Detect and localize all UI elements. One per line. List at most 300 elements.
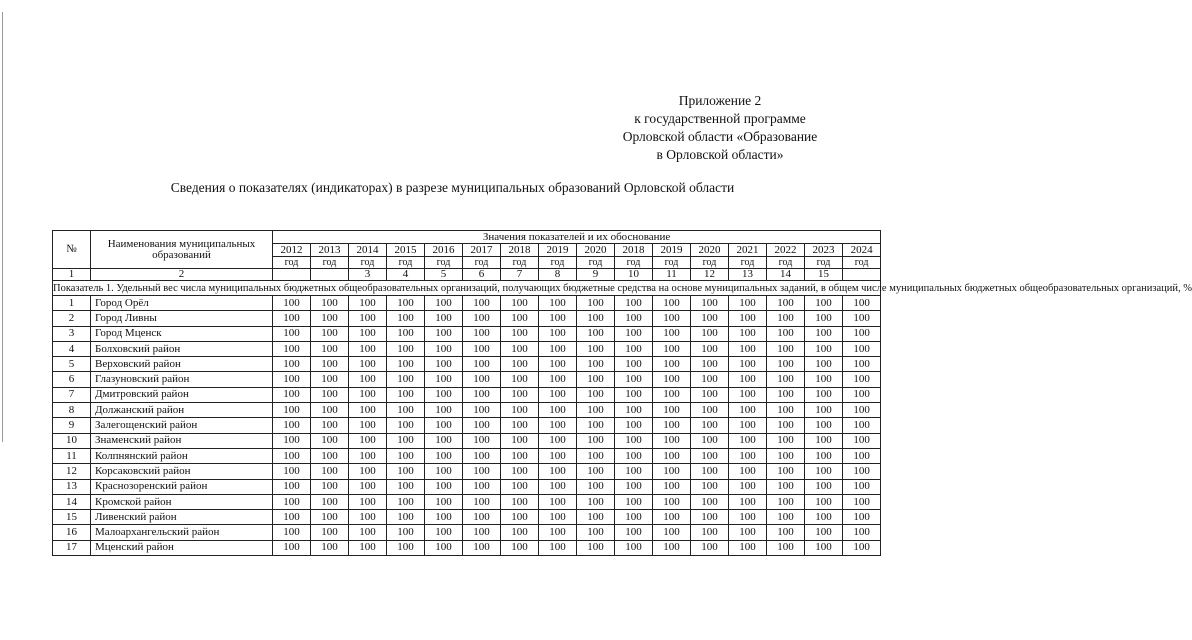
header-year: 2018 [501, 244, 539, 257]
indicator-value: 100 [577, 341, 615, 356]
indicator-value: 100 [349, 357, 387, 372]
indicator-value: 100 [653, 510, 691, 525]
header-year-unit: год [577, 257, 615, 269]
indicator-value: 100 [843, 403, 881, 418]
indicator-value: 100 [425, 464, 463, 479]
header-year: 2023 [805, 244, 843, 257]
indicator-value: 100 [311, 326, 349, 341]
row-number: 10 [53, 433, 91, 448]
indicator-value: 100 [349, 464, 387, 479]
indicator-value: 100 [729, 372, 767, 387]
indicator-value: 100 [463, 510, 501, 525]
header-year: 2014 [349, 244, 387, 257]
header-year-unit: год [653, 257, 691, 269]
indicator-value: 100 [615, 372, 653, 387]
indicator-value: 100 [767, 387, 805, 402]
indicator-value: 100 [311, 372, 349, 387]
indicator-value: 100 [653, 296, 691, 311]
indicator-value: 100 [653, 418, 691, 433]
indicator-value: 100 [463, 525, 501, 540]
indicator-value: 100 [843, 296, 881, 311]
municipality-name: Город Ливны [91, 311, 273, 326]
column-number: 2 [91, 269, 273, 281]
indicator-value: 100 [387, 418, 425, 433]
indicator-value: 100 [501, 372, 539, 387]
municipality-name: Верховский район [91, 357, 273, 372]
indicator-value: 100 [463, 372, 501, 387]
municipality-name: Знаменский район [91, 433, 273, 448]
column-number [843, 269, 881, 281]
indicator-value: 100 [615, 403, 653, 418]
indicator-value: 100 [311, 433, 349, 448]
indicator-value: 100 [539, 494, 577, 509]
table-row [53, 540, 881, 555]
indicator-value: 100 [425, 296, 463, 311]
row-number: 7 [53, 387, 91, 402]
column-number: 14 [767, 269, 805, 281]
indicator-value: 100 [425, 525, 463, 540]
indicator-value: 100 [273, 479, 311, 494]
indicator-value: 100 [387, 479, 425, 494]
column-number: 8 [539, 269, 577, 281]
indicator-value: 100 [729, 387, 767, 402]
indicator-value: 100 [425, 433, 463, 448]
indicator-value: 100 [387, 387, 425, 402]
indicator-value: 100 [577, 296, 615, 311]
indicator-value: 100 [387, 464, 425, 479]
row-number: 4 [53, 341, 91, 356]
indicator-value: 100 [843, 494, 881, 509]
indicator-value: 100 [691, 357, 729, 372]
indicator-value: 100 [729, 494, 767, 509]
indicator-value: 100 [615, 357, 653, 372]
indicator-value: 100 [653, 403, 691, 418]
table-row [53, 341, 881, 356]
row-number: 8 [53, 403, 91, 418]
column-number: 6 [463, 269, 501, 281]
indicator-value: 100 [273, 448, 311, 463]
table-row [53, 357, 881, 372]
indicator-value: 100 [539, 326, 577, 341]
indicator-value: 100 [615, 326, 653, 341]
indicator-value: 100 [311, 464, 349, 479]
indicator-value: 100 [843, 479, 881, 494]
indicator-value: 100 [767, 403, 805, 418]
indicator-value: 100 [615, 540, 653, 555]
indicator-value: 100 [273, 357, 311, 372]
row-number: 11 [53, 448, 91, 463]
indicator-value: 100 [729, 357, 767, 372]
indicator-value: 100 [273, 341, 311, 356]
indicator-value: 100 [729, 341, 767, 356]
indicator-value: 100 [615, 433, 653, 448]
municipality-name: Дмитровский район [91, 387, 273, 402]
indicator-value: 100 [843, 525, 881, 540]
indicator-value: 100 [273, 464, 311, 479]
indicator-value: 100 [653, 479, 691, 494]
indicator-value: 100 [463, 326, 501, 341]
column-number: 7 [501, 269, 539, 281]
indicator-value: 100 [767, 357, 805, 372]
indicator-value: 100 [311, 510, 349, 525]
indicator-value: 100 [387, 357, 425, 372]
column-number [311, 269, 349, 281]
municipality-name: Болховский район [91, 341, 273, 356]
indicator-value: 100 [349, 296, 387, 311]
indicator-value: 100 [425, 494, 463, 509]
column-number: 12 [691, 269, 729, 281]
indicator-value: 100 [539, 433, 577, 448]
indicator-value: 100 [843, 540, 881, 555]
municipality-name: Кромской район [91, 494, 273, 509]
indicator-value: 100 [805, 540, 843, 555]
indicator-value: 100 [653, 525, 691, 540]
indicator-value: 100 [273, 494, 311, 509]
indicator-value: 100 [425, 540, 463, 555]
indicator-value: 100 [577, 479, 615, 494]
column-number: 3 [349, 269, 387, 281]
indicator-value: 100 [691, 296, 729, 311]
indicator-value: 100 [425, 357, 463, 372]
indicator-value: 100 [539, 525, 577, 540]
municipality-name: Город Орёл [91, 296, 273, 311]
column-number: 11 [653, 269, 691, 281]
appendix-line-4: в Орловской области» [656, 147, 784, 162]
indicator-value: 100 [691, 464, 729, 479]
indicator-value: 100 [767, 372, 805, 387]
table-row [53, 525, 881, 540]
indicator-value: 100 [691, 479, 729, 494]
indicator-value: 100 [539, 341, 577, 356]
indicator-value: 100 [691, 540, 729, 555]
indicator-text: Показатель 1. Удельный вес числа муниципальных бюджетных общеобразовательных организаций, получающих бюджетные средства на основе муниципальных заданий, в общем числе муниципальных бюджетных общеобразовательных организаций, % [53, 282, 1192, 294]
table-row [53, 296, 881, 311]
indicator-value: 100 [843, 387, 881, 402]
row-number: 9 [53, 418, 91, 433]
indicator-value: 100 [501, 357, 539, 372]
indicator-value: 100 [273, 326, 311, 341]
indicator-value: 100 [843, 418, 881, 433]
indicator-value: 100 [577, 540, 615, 555]
indicator-value: 100 [729, 540, 767, 555]
indicator-value: 100 [349, 387, 387, 402]
header-year: 2021 [729, 244, 767, 257]
indicator-value: 100 [805, 418, 843, 433]
indicator-value: 100 [501, 403, 539, 418]
indicator-value: 100 [767, 296, 805, 311]
row-number: 14 [53, 494, 91, 509]
indicator-value: 100 [691, 311, 729, 326]
indicator-value: 100 [311, 296, 349, 311]
indicator-value: 100 [615, 311, 653, 326]
indicator-value: 100 [805, 464, 843, 479]
header-year: 2022 [767, 244, 805, 257]
municipality-name: Корсаковский район [91, 464, 273, 479]
indicator-value: 100 [767, 341, 805, 356]
indicator-value: 100 [615, 494, 653, 509]
row-number: 17 [53, 540, 91, 555]
indicator-value: 100 [387, 448, 425, 463]
indicator-value: 100 [463, 387, 501, 402]
row-number: 2 [53, 311, 91, 326]
indicator-value: 100 [425, 448, 463, 463]
page-edge-line [2, 12, 3, 442]
table-row [53, 387, 881, 402]
indicator-value: 100 [273, 372, 311, 387]
column-number: 15 [805, 269, 843, 281]
municipality-name: Краснозоренский район [91, 479, 273, 494]
indicator-value: 100 [273, 540, 311, 555]
table-row [53, 372, 881, 387]
indicator-value: 100 [767, 418, 805, 433]
indicator-value: 100 [501, 540, 539, 555]
indicator-value: 100 [501, 326, 539, 341]
indicator-value: 100 [311, 448, 349, 463]
indicator-value: 100 [539, 479, 577, 494]
appendix-line-1: Приложение 2 [678, 93, 762, 108]
municipality-name: Залегощенский район [91, 418, 273, 433]
indicator-value: 100 [805, 387, 843, 402]
indicator-value: 100 [349, 433, 387, 448]
indicator-value: 100 [615, 341, 653, 356]
header-year: 2013 [311, 244, 349, 257]
indicator-value: 100 [843, 448, 881, 463]
indicator-value: 100 [615, 464, 653, 479]
indicator-value: 100 [425, 311, 463, 326]
indicator-value: 100 [387, 296, 425, 311]
indicator-value: 100 [539, 387, 577, 402]
row-number: 1 [53, 296, 91, 311]
indicator-value: 100 [691, 387, 729, 402]
row-number: 3 [53, 326, 91, 341]
indicator-value: 100 [311, 494, 349, 509]
indicator-value: 100 [425, 510, 463, 525]
indicator-value: 100 [729, 433, 767, 448]
indicator-value: 100 [615, 525, 653, 540]
indicator-value: 100 [653, 540, 691, 555]
indicator-value: 100 [577, 372, 615, 387]
indicator-value: 100 [387, 326, 425, 341]
indicator-value: 100 [349, 311, 387, 326]
indicator-value: 100 [539, 372, 577, 387]
indicator-value: 100 [425, 372, 463, 387]
indicator-value: 100 [577, 418, 615, 433]
table-row [53, 418, 881, 433]
indicator-value: 100 [729, 326, 767, 341]
header-year-unit: год [387, 257, 425, 269]
indicator-value: 100 [691, 448, 729, 463]
indicator-value: 100 [691, 403, 729, 418]
row-number: 12 [53, 464, 91, 479]
indicator-value: 100 [539, 357, 577, 372]
indicator-value: 100 [653, 464, 691, 479]
indicator-value: 100 [729, 479, 767, 494]
indicator-value: 100 [767, 464, 805, 479]
table-row [53, 464, 881, 479]
header-name: Наименования муниципальных образований [91, 231, 273, 269]
indicator-value: 100 [311, 418, 349, 433]
indicator-value: 100 [463, 479, 501, 494]
indicator-value: 100 [501, 433, 539, 448]
indicator-value: 100 [767, 311, 805, 326]
header-year-unit: год [729, 257, 767, 269]
indicator-value: 100 [349, 418, 387, 433]
appendix-line-2: к государственной программе [634, 111, 806, 126]
indicator-value: 100 [273, 296, 311, 311]
indicator-value: 100 [577, 494, 615, 509]
indicator-value: 100 [577, 387, 615, 402]
indicator-value: 100 [273, 418, 311, 433]
indicator-value: 100 [691, 372, 729, 387]
indicator-value: 100 [501, 510, 539, 525]
indicator-value: 100 [843, 510, 881, 525]
indicator-value: 100 [387, 433, 425, 448]
indicator-value: 100 [729, 403, 767, 418]
indicator-value: 100 [349, 525, 387, 540]
header-year-unit: год [539, 257, 577, 269]
indicator-value: 100 [843, 372, 881, 387]
indicator-value: 100 [615, 479, 653, 494]
indicator-value: 100 [729, 418, 767, 433]
indicator-value: 100 [577, 357, 615, 372]
header-year: 2024 [843, 244, 881, 257]
indicator-value: 100 [501, 525, 539, 540]
indicator-value: 100 [615, 418, 653, 433]
column-number: 1 [53, 269, 91, 281]
indicator-value: 100 [501, 479, 539, 494]
indicator-value: 100 [805, 296, 843, 311]
header-year: 2017 [463, 244, 501, 257]
indicator-value: 100 [387, 341, 425, 356]
indicator-value: 100 [805, 525, 843, 540]
header-year-unit: год [843, 257, 881, 269]
indicator-value: 100 [387, 372, 425, 387]
indicator-value: 100 [501, 418, 539, 433]
indicator-value: 100 [653, 387, 691, 402]
indicator-value: 100 [539, 448, 577, 463]
indicator-value: 100 [311, 479, 349, 494]
indicator-value: 100 [805, 433, 843, 448]
header-year-unit: год [425, 257, 463, 269]
indicator-value: 100 [767, 494, 805, 509]
header-year: 2012 [273, 244, 311, 257]
indicator-value: 100 [425, 418, 463, 433]
indicator-value: 100 [311, 357, 349, 372]
indicator-value: 100 [349, 510, 387, 525]
municipality-name: Город Мценск [91, 326, 273, 341]
header-year-unit: год [615, 257, 653, 269]
document-title: Сведения о показателях (индикаторах) в разрезе муниципальных образований Орловской области [170, 180, 735, 195]
indicator-value: 100 [767, 510, 805, 525]
indicator-value: 100 [729, 448, 767, 463]
indicator-value: 100 [273, 525, 311, 540]
header-year-unit: год [349, 257, 387, 269]
indicator-value: 100 [311, 341, 349, 356]
row-number: 16 [53, 525, 91, 540]
indicator-value: 100 [425, 326, 463, 341]
row-number: 6 [53, 372, 91, 387]
indicator-value: 100 [311, 311, 349, 326]
column-number: 4 [387, 269, 425, 281]
indicator-value: 100 [463, 540, 501, 555]
indicator-value: 100 [843, 433, 881, 448]
indicator-value: 100 [577, 464, 615, 479]
municipality-name: Малоархангельский район [91, 525, 273, 540]
indicator-value: 100 [463, 311, 501, 326]
indicator-value: 100 [843, 311, 881, 326]
municipality-name: Глазуновский район [91, 372, 273, 387]
table-row [53, 433, 881, 448]
header-year-unit: год [501, 257, 539, 269]
indicator-value: 100 [501, 464, 539, 479]
indicator-value: 100 [463, 494, 501, 509]
municipality-name: Мценский район [91, 540, 273, 555]
indicator-value: 100 [653, 494, 691, 509]
header-year: 2015 [387, 244, 425, 257]
indicator-value: 100 [425, 403, 463, 418]
indicator-value: 100 [805, 311, 843, 326]
table-row [53, 311, 881, 326]
indicator-value: 100 [653, 372, 691, 387]
table-row [53, 479, 881, 494]
column-numbers-row [53, 269, 881, 281]
indicator-value: 100 [387, 540, 425, 555]
header-year: 2020 [691, 244, 729, 257]
indicator-value: 100 [729, 296, 767, 311]
indicator-value: 100 [501, 341, 539, 356]
indicator-value: 100 [501, 296, 539, 311]
indicator-value: 100 [691, 525, 729, 540]
indicator-value: 100 [767, 540, 805, 555]
indicator-value: 100 [843, 326, 881, 341]
appendix-block [560, 92, 880, 164]
indicator-value: 100 [387, 403, 425, 418]
indicator-value: 100 [653, 433, 691, 448]
indicator-value: 100 [767, 448, 805, 463]
indicator-value: 100 [767, 433, 805, 448]
indicator-value: 100 [349, 403, 387, 418]
column-number: 5 [425, 269, 463, 281]
indicator-value: 100 [349, 494, 387, 509]
header-year-unit: год [463, 257, 501, 269]
indicator-value: 100 [463, 341, 501, 356]
appendix-line-3: Орловской области «Образование [622, 129, 818, 144]
indicator-value: 100 [539, 403, 577, 418]
indicator-value: 100 [767, 326, 805, 341]
indicator-value: 100 [653, 311, 691, 326]
indicator-value: 100 [577, 448, 615, 463]
indicator-value: 100 [311, 525, 349, 540]
indicator-value: 100 [805, 357, 843, 372]
table-row [53, 448, 881, 463]
indicator-value: 100 [691, 510, 729, 525]
indicator-value: 100 [729, 464, 767, 479]
indicator-value: 100 [463, 418, 501, 433]
indicator-value: 100 [691, 494, 729, 509]
municipality-name: Колпнянский район [91, 448, 273, 463]
header-number: № [53, 231, 91, 269]
indicator-value: 100 [653, 326, 691, 341]
indicator-value: 100 [501, 494, 539, 509]
indicator-value: 100 [501, 448, 539, 463]
indicator-value: 100 [653, 357, 691, 372]
indicator-value: 100 [653, 448, 691, 463]
indicator-value: 100 [463, 296, 501, 311]
indicators-table [52, 230, 1192, 556]
indicator-value: 100 [311, 403, 349, 418]
indicator-value: 100 [539, 510, 577, 525]
indicator-value: 100 [577, 510, 615, 525]
